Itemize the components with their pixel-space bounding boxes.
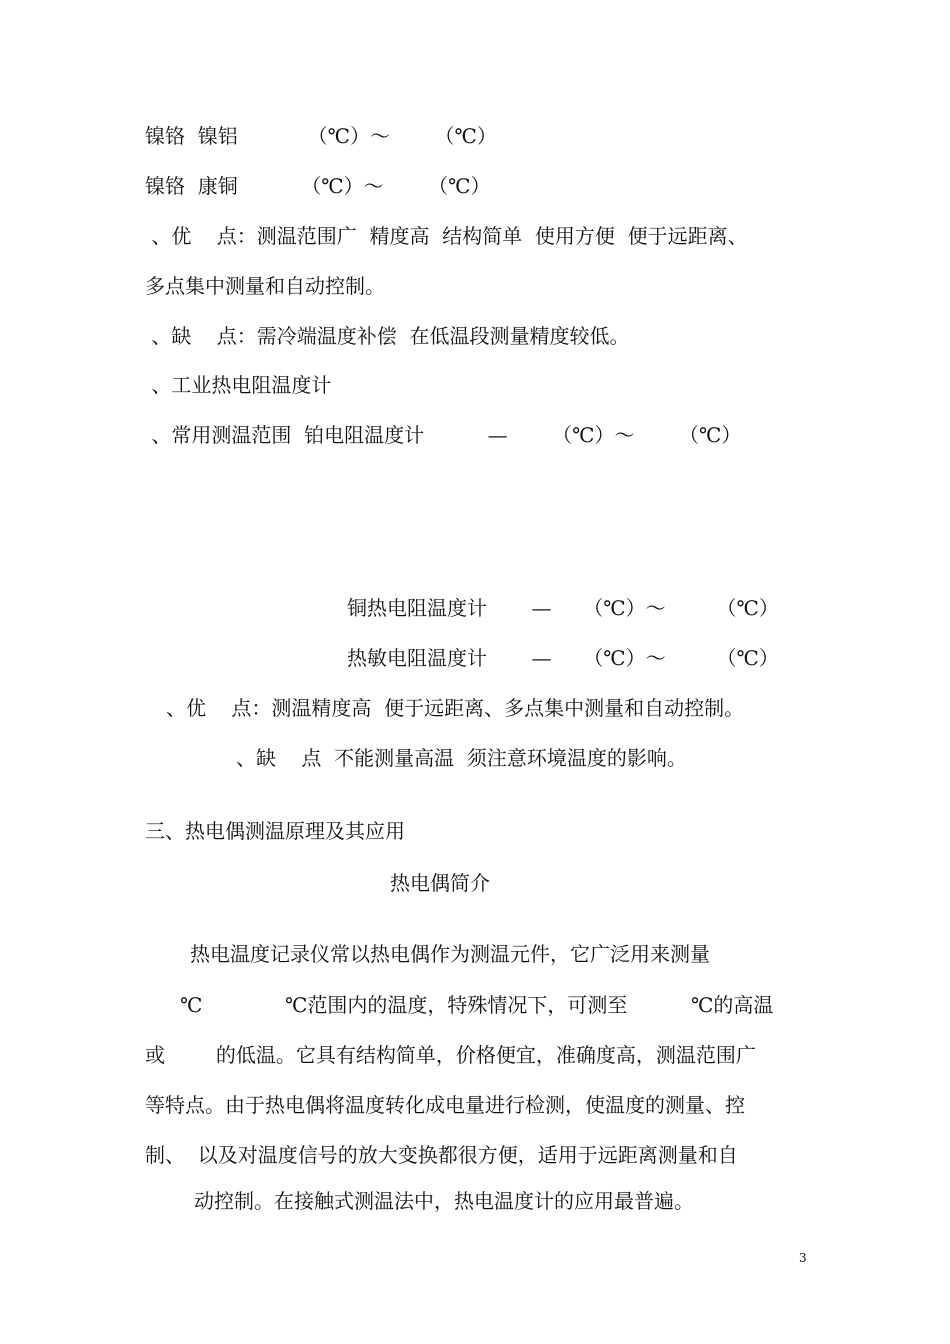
text-line-platinum-rtd: 、常用测温范围 铂电阻温度计 — （℃）～ （℃） bbox=[145, 423, 742, 447]
text-line-nicr-constantan: 镍铬 康铜 （℃）～ （℃） bbox=[145, 174, 491, 198]
paragraph-line-5: 制、 以及对温度信号的放大变换都很方便，适用于远距离测量和自 bbox=[145, 1143, 738, 1167]
text-line-disadvantages-2: 、缺 点 不能测量高温 须注意环境温度的影响。 bbox=[236, 746, 687, 770]
paragraph-line-2: ℃ ℃范围内的温度，特殊情况下，可测至 ℃的高温 bbox=[180, 993, 774, 1017]
paragraph-line-1: 热电温度记录仪常以热电偶作为测温元件，它广泛用来测量 bbox=[190, 942, 710, 966]
paragraph-line-6: 动控制。在接触式测温法中，热电温度计的应用最普遍。 bbox=[194, 1189, 694, 1213]
text-line-nicr-nial: 镍铬 镍铝 （℃）～ （℃） bbox=[145, 124, 497, 148]
text-line-advantages-1: 、优 点：测温范围广 精度高 结构简单 使用方便 便于远距离、 bbox=[145, 224, 748, 248]
text-line-copper-rtd: 铜热电阻温度计 — （℃）～ （℃） bbox=[347, 596, 779, 620]
text-line-thermistor: 热敏电阻温度计 — （℃）～ （℃） bbox=[347, 646, 779, 670]
paragraph-line-3: 或 的低温。它具有结构简单，价格便宜，准确度高，测温范围广 bbox=[145, 1043, 756, 1067]
text-line-advantages-2: 、优 点：测温精度高 便于远距离、多点集中测量和自动控制。 bbox=[166, 696, 745, 720]
text-line-advantages-1-cont: 多点集中测量和自动控制。 bbox=[145, 274, 385, 298]
page-number: 3 bbox=[799, 1251, 807, 1265]
subsection-heading: 热电偶简介 bbox=[390, 871, 490, 895]
paragraph-line-4: 等特点。由于热电偶将温度转化成电量进行检测，使温度的测量、控 bbox=[145, 1093, 745, 1117]
text-line-industrial-rtd: 、工业热电阻温度计 bbox=[145, 373, 332, 397]
section-heading: 三、热电偶测温原理及其应用 bbox=[145, 819, 405, 843]
text-line-disadvantages-1: 、缺 点：需冷端温度补偿 在低温段测量精度较低。 bbox=[145, 324, 630, 348]
